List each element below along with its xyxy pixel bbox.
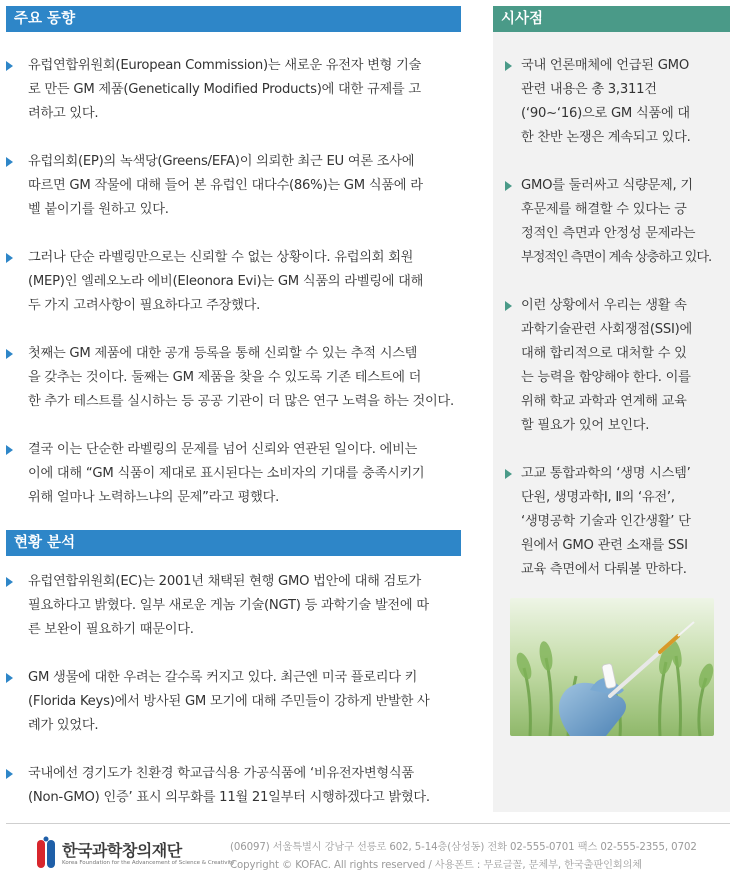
triangle-bullet-icon xyxy=(6,157,13,167)
current-analysis-header: 현황 분석 xyxy=(6,530,461,556)
list-item: 첫째는 GM 제품에 대한 공개 등록을 통해 신뢰할 수 있는 추적 시스템 을 갖추는 것이다. 둘째는 GM 제품을 찾을 수 있도록 기존 테스트에 더 한 추가 테스트를 실시하는 등 공공 기관이 더 많은 연구 노력을 하는 것이다. xyxy=(6,342,461,414)
implications-sidebar xyxy=(493,6,730,812)
triangle-bullet-icon xyxy=(6,253,13,263)
list-item: 유럽연합위원회(European Commission)는 새로운 유전자 변형 기술 로 만든 GM 제품(Genetically Modified Products)에 대한 규제를 고 려하고 있다. xyxy=(6,54,461,126)
kofac-logo xyxy=(36,836,235,872)
list-item: 국내 언론매체에 언급된 GMO 관련 내용은 총 3,311건 (‘90~‘16)으로 GM 식품에 대 한 찬반 논쟁은 계속되고 있다. xyxy=(493,54,730,150)
triangle-bullet-icon xyxy=(6,61,13,71)
triangle-bullet-icon xyxy=(6,577,13,587)
list-item: 유럽연합위원회(EC)는 2001년 채택된 현행 GMO 법안에 대해 검토가 필요하다고 밝혔다. 일부 새로운 게놈 기술(NGT) 등 과학기술 발전에 따 른 보완이 필요하기 때문이다. xyxy=(6,570,461,642)
org-subtitle: Korea Foundation for the Advancement of Science & Creativity xyxy=(62,860,235,866)
org-name: 한국과학창의재단 xyxy=(62,841,182,860)
footer-address: (06097) 서울특별시 강남구 선릉로 602, 5-14층(삼성동) 전화 02-555-0701 팩스 02-555-2355, 0702 xyxy=(230,842,697,853)
list-item: 이런 상황에서 우리는 생활 속 과학기술관련 사회쟁점(SSI)에 대해 합리적으로 대처할 수 있 는 능력을 함양해야 한다. 이를 위해 학교 과학과 연계해 교육 할 필요가 있어 보인다. xyxy=(493,294,730,438)
footer-copyright: Copyright © KOFAC. All rights reserved / 사용폰트 : 무료글꼴, 문체부, 한국출판인회의체 xyxy=(230,860,643,871)
triangle-bullet-icon xyxy=(505,301,512,311)
list-item: 그러나 단순 라벨링만으로는 신뢰할 수 없는 상황이다. 유럽의회 회원 (MEP)인 엘레오노라 에비(Eleonora Evi)는 GM 식품의 라벨링에 대해 두 가지 고려사항이 필요하다고 주장했다. xyxy=(6,246,461,318)
list-item: 고교 통합과학의 ‘생명 시스템’ 단원, 생명과학Ⅰ, Ⅱ의 ‘유전’, ‘생명공학 기술과 인간생활’ 단 원에서 GMO 관련 소재를 SSI 교육 측면에서 다뤄볼 만하다. xyxy=(493,462,730,582)
list-item: GMO를 둘러싸고 식량문제, 기 후문제를 해결할 수 있다는 긍 정적인 측면과 안정성 문제라는 부정적인 측면이 계속 상충하고 있다. xyxy=(493,174,730,270)
triangle-bullet-icon xyxy=(505,61,512,71)
triangle-bullet-icon xyxy=(505,469,512,479)
list-item: 국내에선 경기도가 친환경 학교급식용 가공식품에 ‘비유전자변형식품 (Non-GMO) 인증’ 표시 의무화를 11월 21일부터 시행하겠다고 밝혔다. xyxy=(6,762,461,810)
kofac-logo-mark-icon xyxy=(36,836,56,870)
list-item: GM 생물에 대한 우려는 갈수록 커지고 있다. 최근엔 미국 플로리다 키 (Florida Keys)에서 방사된 GM 모기에 대해 주민들이 강하게 반발한 사 례가 있었다. xyxy=(6,666,461,738)
triangle-bullet-icon xyxy=(6,349,13,359)
list-item: 유럽의회(EP)의 녹색당(Greens/EFA)이 의뢰한 최근 EU 여론 조사에 따르면 GM 작물에 대해 들어 본 유럽인 대다수(86%)는 GM 식품에 라 벨 붙이기를 원하고 있다. xyxy=(6,150,461,222)
triangle-bullet-icon xyxy=(6,769,13,779)
triangle-bullet-icon xyxy=(505,181,512,191)
triangle-bullet-icon xyxy=(6,445,13,455)
lab-seedling-photo xyxy=(510,598,714,736)
main-trends-header: 주요 동향 xyxy=(6,6,461,32)
left-column xyxy=(6,6,461,810)
triangle-bullet-icon xyxy=(6,673,13,683)
list-item: 결국 이는 단순한 라벨링의 문제를 넘어 신뢰와 연관된 일이다. 에비는 이에 대해 “GM 식품이 제대로 표시된다는 소비자의 기대를 충족시키기 위해 얼마나 노력하느냐의 문제”라고 평했다. xyxy=(6,438,461,510)
footer-divider xyxy=(6,823,730,824)
implications-header: 시사점 xyxy=(493,6,730,32)
